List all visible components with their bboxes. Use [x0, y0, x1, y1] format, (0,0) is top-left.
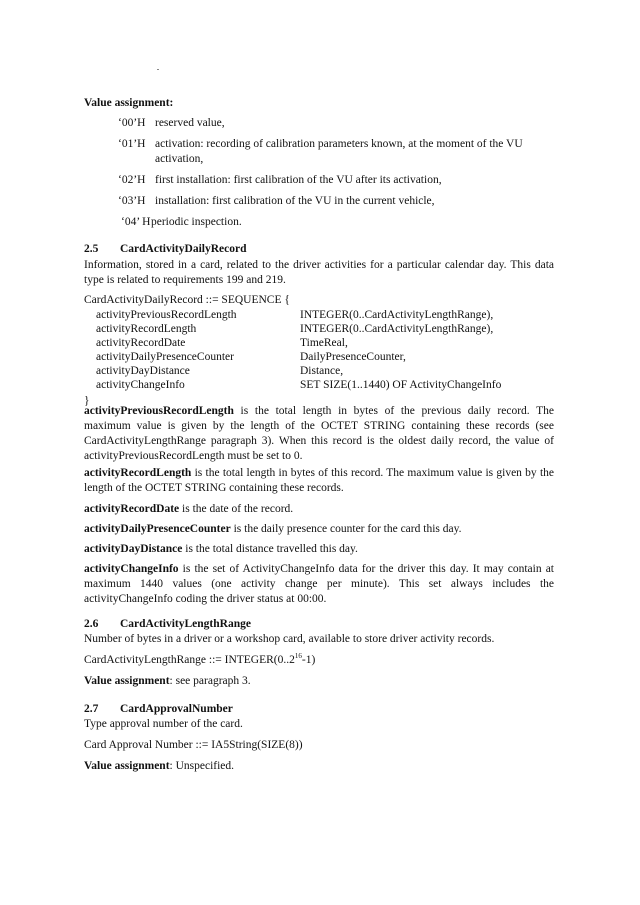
section-heading-2-7	[84, 702, 233, 717]
field-term: activityDayDistance	[84, 543, 183, 555]
definition-suffix: -1)	[301, 654, 316, 666]
section-title: CardApprovalNumber	[120, 703, 233, 715]
field-type: DailyPresenceCounter,	[300, 351, 406, 363]
field-description	[84, 404, 554, 464]
field-type: INTEGER(0..CardActivityLengthRange),	[300, 323, 494, 335]
value-assignment-row	[121, 215, 549, 230]
value-text: first installation: first calibration of the VU after its activation,	[155, 174, 442, 186]
field-type: TimeReal,	[300, 337, 348, 349]
section-number: 2.5	[84, 243, 99, 255]
field-description	[84, 502, 554, 517]
value-text: reserved value,	[155, 117, 225, 129]
field-text: is the total distance travelled this day.	[182, 543, 358, 555]
section-title: CardActivityLengthRange	[120, 618, 251, 630]
field-description	[84, 542, 554, 557]
scan-speck	[157, 69, 159, 70]
field-description	[84, 522, 554, 537]
section-number: 2.7	[84, 703, 99, 715]
section-title: CardActivityDailyRecord	[120, 243, 247, 255]
section-description: Number of bytes in a driver or a workshop card, available to store driver activity records.	[84, 633, 495, 645]
field-name: activityChangeInfo	[96, 379, 185, 391]
value-text: periodic inspection.	[151, 216, 242, 228]
type-definition: Card Approval Number ::= IA5String(SIZE(8))	[84, 739, 303, 751]
value-code: ‘03’H	[118, 195, 146, 207]
field-term: activityRecordDate	[84, 503, 180, 515]
field-name: activityRecordLength	[96, 323, 197, 335]
definition-exponent: 16	[294, 652, 302, 660]
value-assignment-heading: Value assignment:	[84, 97, 174, 109]
value-assignment-text: : see paragraph 3.	[169, 675, 251, 687]
field-name: activityRecordDate	[96, 337, 186, 349]
value-assignment-row	[118, 137, 553, 167]
sequence-definition-close: }	[84, 395, 90, 407]
section-number: 2.6	[84, 618, 99, 630]
value-assignment-line	[84, 674, 554, 689]
sequence-definition-open: CardActivityDailyRecord ::= SEQUENCE {	[84, 294, 290, 306]
field-type: INTEGER(0..CardActivityLengthRange),	[300, 309, 494, 321]
type-definition	[84, 653, 554, 668]
field-text: is the total length in bytes of the previous daily record. The maximum value is given by the length of the OCTET STRING containing these records (see CardActivityLengthRange paragraph 3). When this record is the oldest daily record, the value of activityPreviousRecordLength must be set to 0.	[84, 405, 554, 462]
field-term: activityRecordLength	[84, 467, 192, 479]
field-term: activityChangeInfo	[84, 563, 179, 575]
field-term: activityDailyPresenceCounter	[84, 523, 231, 535]
section-heading-2-6	[84, 617, 251, 632]
value-assignment-line	[84, 759, 554, 774]
value-assignment-text: : Unspecified.	[169, 760, 235, 772]
field-text: is the total length in bytes of this record. The maximum value is given by the length of the OCTET STRING containing these records.	[84, 467, 554, 494]
value-code: ‘00’H	[118, 117, 146, 129]
value-assignment-label: Value assignment	[84, 760, 170, 772]
value-code: ‘02’H	[118, 174, 146, 186]
value-code: ‘04’ H	[121, 216, 151, 228]
section-description: Type approval number of the card.	[84, 718, 243, 730]
field-term: activityPreviousRecordLength	[84, 405, 234, 417]
value-code: ‘01’H	[118, 138, 146, 150]
field-description	[84, 466, 554, 496]
field-name: activityDayDistance	[96, 365, 190, 377]
value-text: installation: first calibration of the VU in the current vehicle,	[155, 195, 435, 207]
field-name: activityDailyPresenceCounter	[96, 351, 234, 363]
value-assignment-row	[118, 116, 553, 131]
field-text: is the daily presence counter for the card this day.	[230, 523, 462, 535]
section-heading-2-5	[84, 242, 246, 257]
field-text: is the set of ActivityChangeInfo data for the driver this day. It may contain at maximum 1440 values (one activity change per minute). This set always includes the activityChangeInfo coding the driver status at 00:00.	[84, 563, 554, 605]
field-type: SET SIZE(1..1440) OF ActivityChangeInfo	[300, 379, 502, 391]
value-text: activation: recording of calibration parameters known, at the moment of the VU activation,	[155, 138, 523, 165]
value-assignment-label: Value assignment	[84, 675, 170, 687]
field-text: is the date of the record.	[179, 503, 294, 515]
value-assignment-row	[118, 194, 553, 209]
section-description: Information, stored in a card, related to the driver activities for a particular calendar day. This data type is related to requirements 199 and 219.	[84, 259, 554, 286]
field-type: Distance,	[300, 365, 344, 377]
definition-prefix: CardActivityLengthRange ::= INTEGER(0..2	[84, 654, 295, 666]
value-assignment-row	[118, 173, 553, 188]
field-description	[84, 562, 554, 607]
field-name: activityPreviousRecordLength	[96, 309, 237, 321]
